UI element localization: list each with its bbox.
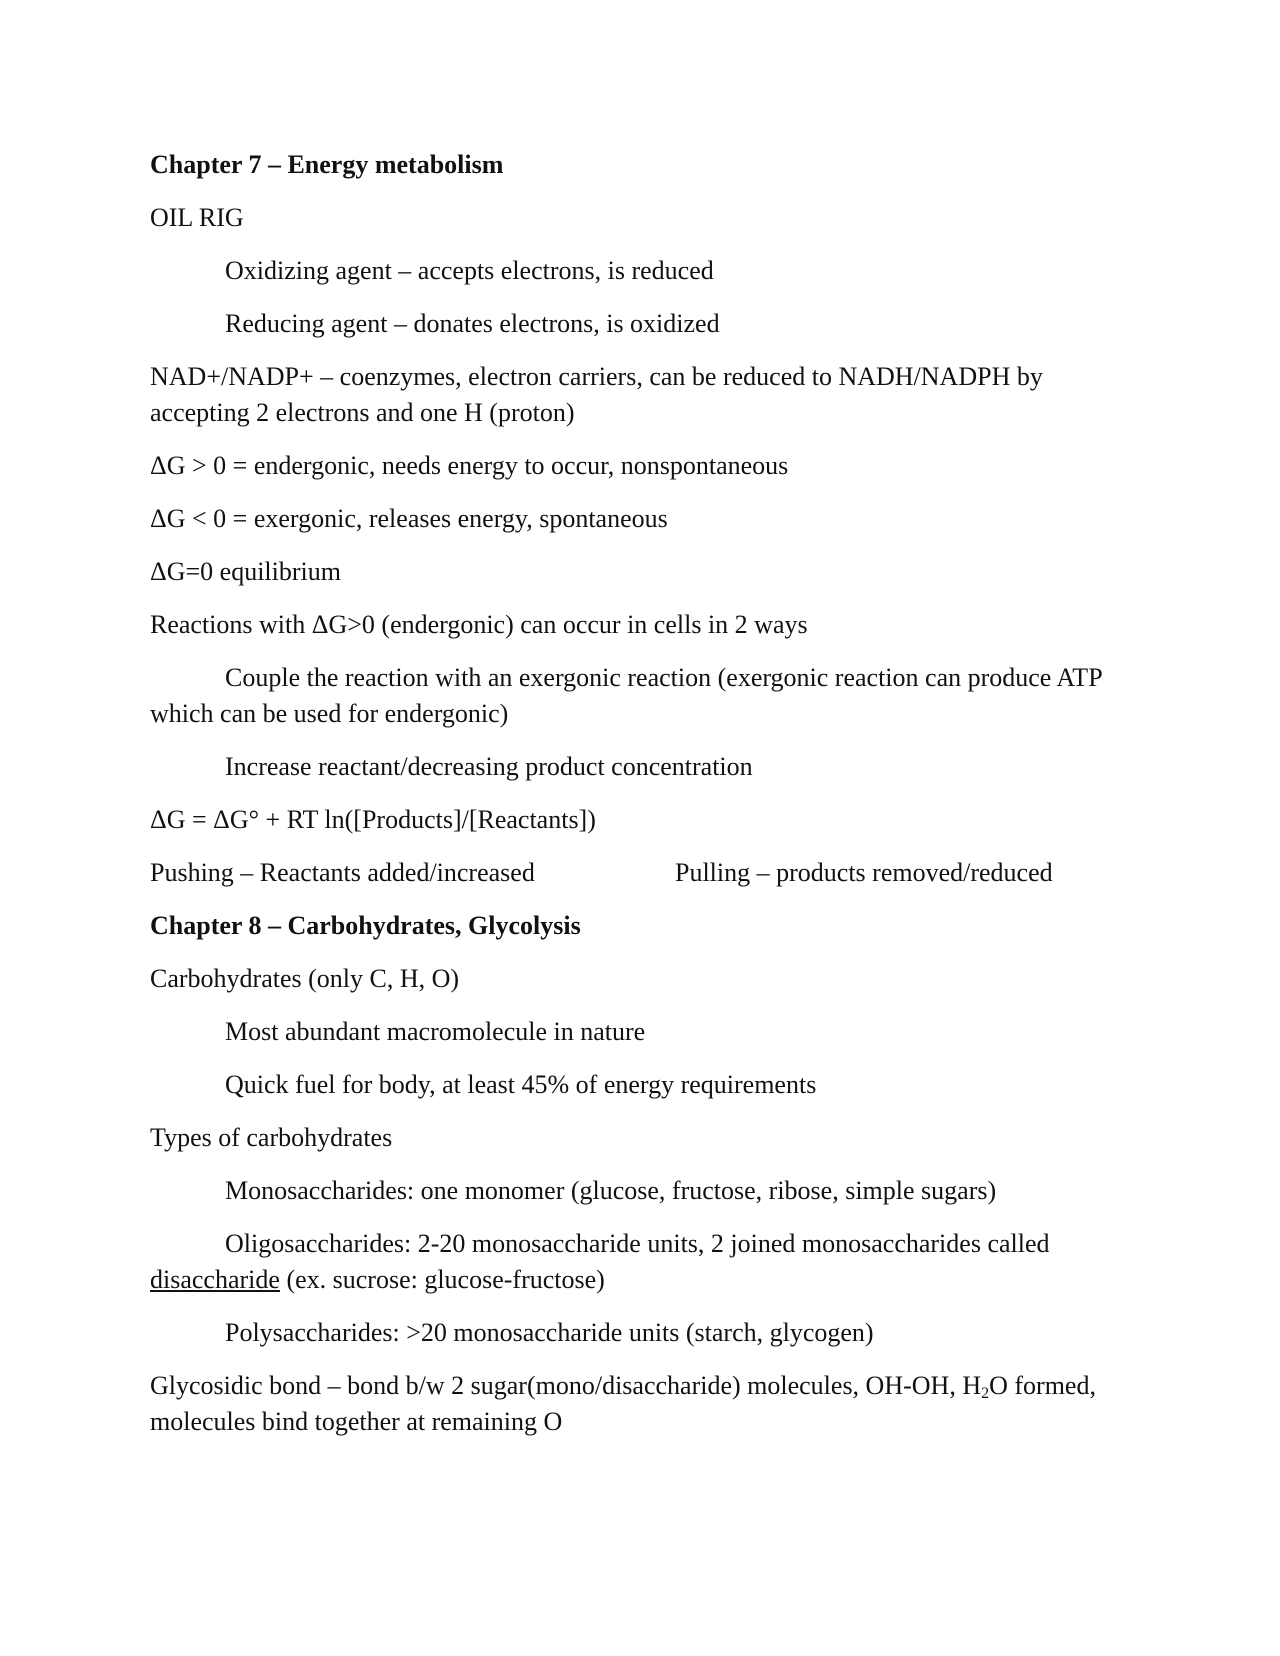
chapter-7-heading: Chapter 7 – Energy metabolism (150, 150, 504, 179)
polysaccharides-line: Polysaccharides: >20 monosaccharide units (starch, glycogen) (225, 1318, 874, 1347)
couple-reaction-paragraph: Couple the reaction with an exergonic reaction (exergonic reaction can produce ATP which can be used for endergonic) (150, 663, 1102, 728)
glyco-text-end: O formed, molecules bind together at remaining O (150, 1371, 1096, 1436)
oxidizing-agent-line: Oxidizing agent – accepts electrons, is reduced (225, 256, 714, 285)
pulling-text: Pulling – products removed/reduced (675, 858, 1053, 887)
delta-g-positive-line: ΔG > 0 = endergonic, needs energy to occur, nonspontaneous (150, 451, 789, 480)
most-abundant-line: Most abundant macromolecule in nature (225, 1017, 646, 1046)
disaccharide-term: disaccharide (150, 1265, 280, 1294)
quick-fuel-line: Quick fuel for body, at least 45% of energy requirements (225, 1070, 817, 1099)
delta-g-equation: ΔG = ΔG° + RT ln([Products]/[Reactants]) (150, 805, 596, 834)
oligo-text-end: (ex. sucrose: glucose-fructose) (279, 1265, 605, 1294)
oil-rig-line: OIL RIG (150, 203, 244, 232)
document-page (150, 147, 1130, 1457)
types-of-carbohydrates-line: Types of carbohydrates (150, 1123, 393, 1152)
delta-g-zero-line: ΔG=0 equilibrium (150, 557, 341, 586)
water-subscript: 2 (981, 1385, 990, 1402)
glyco-text-start: Glycosidic bond – bond b/w 2 sugar(mono/disaccharide) molecules, OH-OH, H (150, 1371, 982, 1400)
reducing-agent-line: Reducing agent – donates electrons, is oxidized (225, 309, 720, 338)
monosaccharides-line: Monosaccharides: one monomer (glucose, fructose, ribose, simple sugars) (225, 1176, 997, 1205)
delta-g-negative-line: ΔG < 0 = exergonic, releases energy, spontaneous (150, 504, 668, 533)
endergonic-reactions-line: Reactions with ΔG>0 (endergonic) can occur in cells in 2 ways (150, 610, 808, 639)
glycosidic-bond-paragraph (150, 1368, 1130, 1440)
oligosaccharides-paragraph (150, 1226, 1130, 1298)
carbohydrates-line: Carbohydrates (only C, H, O) (150, 964, 460, 993)
increase-reactant-line: Increase reactant/decreasing product concentration (225, 752, 753, 781)
chapter-8-heading: Chapter 8 – Carbohydrates, Glycolysis (150, 911, 581, 940)
pushing-pulling-line (150, 855, 1130, 891)
nad-paragraph: NAD+/NADP+ – coenzymes, electron carriers, can be reduced to NADH/NADPH by accepting 2 electrons and one H (proton) (150, 362, 1043, 427)
oligo-text-start: Oligosaccharides: 2-20 monosaccharide units, 2 joined monosaccharides called (225, 1229, 1050, 1258)
pushing-text: Pushing – Reactants added/increased (150, 858, 535, 887)
